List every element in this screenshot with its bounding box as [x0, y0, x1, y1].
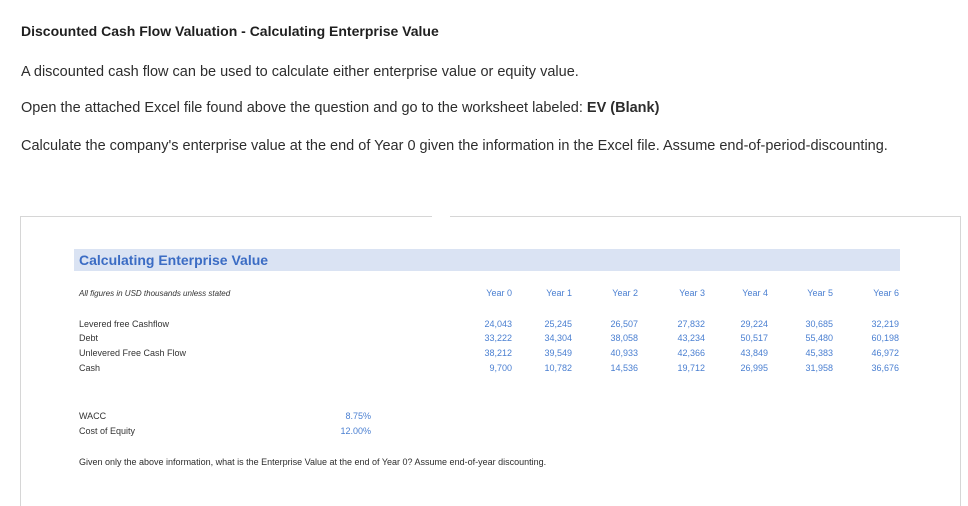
table-cell: 32,219	[871, 319, 899, 329]
year-header-1: Year 1	[546, 288, 572, 298]
table-cell: 14,536	[610, 363, 638, 373]
sheet-question: Given only the above information, what is the Enterprise Value at the end of Year 0? Assume end-of-year discounting.	[79, 457, 547, 467]
table-cell: 33,222	[484, 333, 512, 343]
cost-of-equity-label: Cost of Equity	[79, 426, 136, 436]
table-cell: 43,234	[677, 333, 705, 343]
table-cell: 24,043	[484, 319, 512, 329]
table-cell: 27,832	[677, 319, 705, 329]
table-cell: 10,782	[544, 363, 572, 373]
table-cell: 45,383	[805, 348, 833, 358]
table-cell: 19,712	[677, 363, 705, 373]
table-cell: 26,995	[740, 363, 768, 373]
wacc-value: 8.75%	[345, 411, 371, 421]
table-cell: 9,700	[489, 363, 512, 373]
instruction-paragraph	[21, 99, 921, 118]
year-header-2: Year 2	[612, 288, 638, 298]
table-cell: 25,245	[544, 319, 572, 329]
table-cell: 36,676	[871, 363, 899, 373]
table-cell: 31,958	[805, 363, 833, 373]
table-cell: 29,224	[740, 319, 768, 329]
row-label: Levered free Cashflow	[79, 319, 170, 329]
worksheet-name: EV (Blank)	[586, 100, 660, 116]
intro-paragraph: A discounted cash flow can be used to calculate either enterprise value or equity value.	[21, 64, 579, 80]
year-header-0: Year 0	[486, 288, 512, 298]
table-cell: 46,972	[871, 348, 899, 358]
wacc-label: WACC	[79, 411, 107, 421]
year-header-6: Year 6	[873, 288, 899, 298]
table-cell: 39,549	[544, 348, 572, 358]
task-paragraph: Calculate the company's enterprise value at the end of Year 0 given the information in the Excel file. Assume end-of-period-discounting.	[21, 138, 888, 154]
row-label: Debt	[79, 333, 99, 343]
table-cell: 26,507	[610, 319, 638, 329]
table-cell: 50,517	[740, 333, 768, 343]
table-cell: 43,849	[740, 348, 768, 358]
row-label: Unlevered Free Cash Flow	[79, 348, 187, 358]
table-cell: 42,366	[677, 348, 705, 358]
year-header-5: Year 5	[807, 288, 833, 298]
cost-of-equity-value: 12.00%	[340, 426, 371, 436]
question-heading: Discounted Cash Flow Valuation - Calculating Enterprise Value	[21, 23, 439, 39]
year-header-3: Year 3	[679, 288, 705, 298]
table-cell: 60,198	[871, 333, 899, 343]
year-header-4: Year 4	[742, 288, 768, 298]
table-cell: 55,480	[805, 333, 833, 343]
table-cell: 34,304	[544, 333, 572, 343]
sheet-title: Calculating Enterprise Value	[79, 252, 269, 268]
table-cell: 38,058	[610, 333, 638, 343]
row-label: Cash	[79, 363, 101, 373]
table-cell: 30,685	[805, 319, 833, 329]
table-cell: 40,933	[610, 348, 638, 358]
units-note: All figures in USD thousands unless stated	[79, 289, 231, 298]
table-cell: 38,212	[484, 348, 512, 358]
instruction-text: Open the attached Excel file found above the question and go to the worksheet labeled:	[21, 100, 587, 116]
